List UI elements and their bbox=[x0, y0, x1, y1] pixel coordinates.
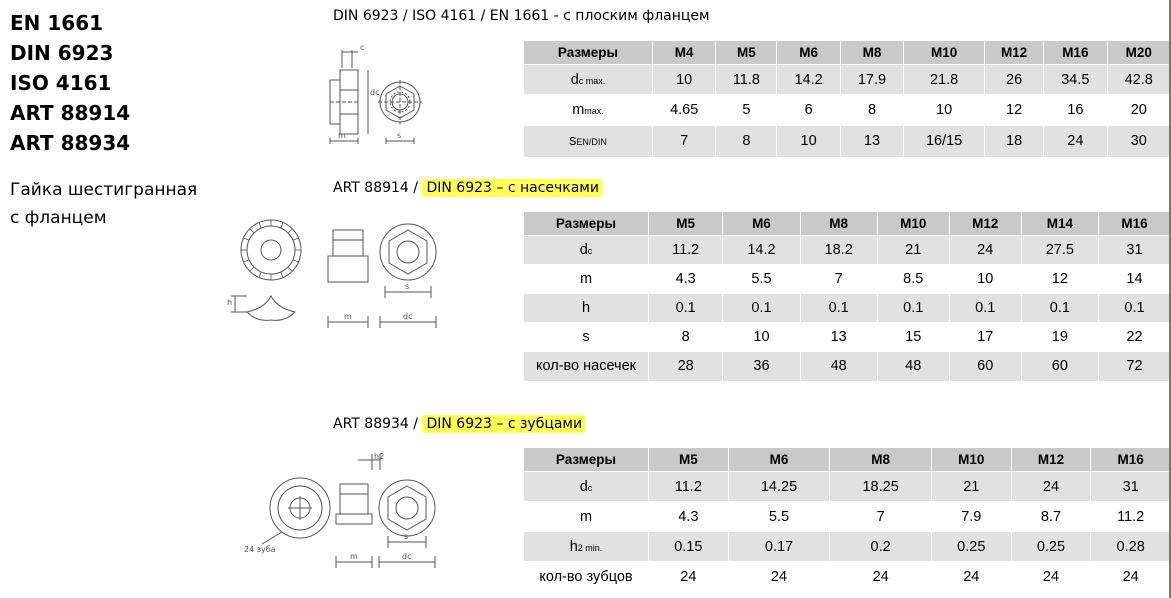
table-cell: 0.1 bbox=[723, 294, 800, 323]
standard-code: DIN 6923 bbox=[10, 41, 114, 65]
section-title-toothed bbox=[333, 416, 586, 432]
table-cell: 24 bbox=[649, 562, 729, 593]
table-cell: 5.5 bbox=[723, 265, 800, 294]
row-label: h2 min. bbox=[524, 532, 649, 562]
table-cell: 4.3 bbox=[649, 502, 729, 532]
table-cell: 8.5 bbox=[877, 265, 949, 294]
table-cell: 11.2 bbox=[649, 472, 729, 502]
table-header-cell: M5 bbox=[649, 212, 723, 236]
table-cell: 48 bbox=[800, 352, 877, 381]
table-cell: 0.1 bbox=[877, 294, 949, 323]
table-cell: 14 bbox=[1098, 265, 1170, 294]
row-label: mmax. bbox=[524, 95, 653, 126]
table-cell: 0.15 bbox=[649, 532, 729, 562]
table-cell: 10 bbox=[904, 95, 985, 126]
table-cell: 11.2 bbox=[649, 236, 723, 265]
table-cell: 24 bbox=[1011, 562, 1091, 593]
dim-label-h2: h2 bbox=[374, 452, 385, 461]
table-row bbox=[524, 95, 1171, 126]
table-cell: 5 bbox=[716, 95, 777, 126]
table-cell: 8 bbox=[716, 126, 777, 157]
table-cell: 7 bbox=[830, 502, 932, 532]
table-cell: 0.1 bbox=[649, 294, 723, 323]
table-cell: 36 bbox=[723, 352, 800, 381]
row-label: m bbox=[524, 502, 649, 532]
dim-label-teeth: 24 зуба bbox=[244, 545, 276, 554]
table-header-cell: M12 bbox=[949, 212, 1021, 236]
drawing-serrated-nut bbox=[225, 212, 440, 337]
table-cell: 24 bbox=[949, 236, 1021, 265]
drawing-flat-flange-nut bbox=[318, 40, 428, 150]
row-label: dc max. bbox=[524, 65, 653, 95]
table-cell: 16/15 bbox=[904, 126, 985, 157]
table-header-cell: M16 bbox=[1091, 448, 1171, 472]
spec-table-flat-flange bbox=[524, 40, 1171, 157]
table-cell: 13 bbox=[800, 323, 877, 352]
dim-label-dc: dc bbox=[370, 88, 380, 97]
spec-table-serrated bbox=[524, 211, 1171, 381]
table-header-cell: M5 bbox=[716, 41, 777, 65]
drawing-toothed-nut bbox=[240, 450, 440, 575]
section-title-serrated bbox=[333, 180, 603, 196]
table-row bbox=[524, 352, 1171, 381]
table-cell: 19 bbox=[1021, 323, 1098, 352]
description-line: с фланцем bbox=[10, 208, 107, 228]
table-cell: 10 bbox=[777, 126, 840, 157]
table-header-cell: M4 bbox=[653, 41, 716, 65]
row-label: h bbox=[524, 294, 649, 323]
dim-label-dc: dc bbox=[402, 552, 412, 561]
table-cell: 7 bbox=[653, 126, 716, 157]
section-title-highlight: DIN 6923 – с зубцами bbox=[422, 415, 586, 433]
row-label: кол-во зубцов bbox=[524, 562, 649, 593]
table-header-cell: M14 bbox=[1021, 212, 1098, 236]
table-cell: 24 bbox=[1011, 472, 1091, 502]
table-cell: 20 bbox=[1107, 95, 1170, 126]
table-cell: 7 bbox=[800, 265, 877, 294]
table-row bbox=[524, 323, 1171, 352]
row-label: dc bbox=[524, 236, 649, 265]
dim-label-c: c bbox=[360, 43, 365, 52]
table-cell: 11.2 bbox=[1091, 502, 1171, 532]
table-header-cell: M10 bbox=[931, 448, 1011, 472]
table-cell: 18.2 bbox=[800, 236, 877, 265]
table-row bbox=[524, 562, 1171, 593]
row-label: кол-во насечек bbox=[524, 352, 649, 381]
dim-label-s: s bbox=[404, 532, 409, 541]
dim-label-dc: dc bbox=[403, 312, 413, 321]
table-cell: 0.1 bbox=[1021, 294, 1098, 323]
table-header-cell: Размеры bbox=[524, 448, 649, 472]
table-cell: 14.2 bbox=[777, 65, 840, 95]
table-cell: 31 bbox=[1091, 472, 1171, 502]
table-cell: 0.1 bbox=[800, 294, 877, 323]
table-header-cell: M8 bbox=[800, 212, 877, 236]
table-cell: 14.2 bbox=[723, 236, 800, 265]
table-cell: 60 bbox=[1021, 352, 1098, 381]
table-cell: 42.8 bbox=[1107, 65, 1170, 95]
table-row bbox=[524, 126, 1171, 157]
table-row bbox=[524, 65, 1171, 95]
standard-code: ART 88914 bbox=[10, 101, 131, 125]
table-cell: 24 bbox=[1044, 126, 1107, 157]
table-cell: 0.17 bbox=[728, 532, 830, 562]
table-cell: 8.7 bbox=[1011, 502, 1091, 532]
table-cell: 22 bbox=[1098, 323, 1170, 352]
table-cell: 26 bbox=[985, 65, 1044, 95]
spec-table-toothed bbox=[524, 447, 1171, 593]
row-label: sEN/DIN bbox=[524, 126, 653, 157]
table-cell: 6 bbox=[777, 95, 840, 126]
table-header-cell: M6 bbox=[723, 212, 800, 236]
table-cell: 0.1 bbox=[949, 294, 1021, 323]
table-header-cell: M12 bbox=[1011, 448, 1091, 472]
section-title-prefix: ART 88914 / bbox=[333, 180, 418, 196]
table-cell: 8 bbox=[840, 95, 903, 126]
table-cell: 0.1 bbox=[1098, 294, 1170, 323]
table-header-row bbox=[524, 212, 1171, 236]
standard-code: EN 1661 bbox=[10, 11, 104, 35]
table-cell: 10 bbox=[949, 265, 1021, 294]
table-header-row bbox=[524, 41, 1171, 65]
table-header-cell: M6 bbox=[728, 448, 830, 472]
table-cell: 24 bbox=[931, 562, 1011, 593]
table-cell: 21.8 bbox=[904, 65, 985, 95]
row-label: s bbox=[524, 323, 649, 352]
table-cell: 12 bbox=[985, 95, 1044, 126]
table-header-cell: M10 bbox=[904, 41, 985, 65]
table-cell: 30 bbox=[1107, 126, 1170, 157]
table-header-cell: M10 bbox=[877, 212, 949, 236]
table-cell: 28 bbox=[649, 352, 723, 381]
table-cell: 14.25 bbox=[728, 472, 830, 502]
standards-list bbox=[10, 8, 130, 158]
table-cell: 18 bbox=[985, 126, 1044, 157]
section-title-prefix: ART 88934 / bbox=[333, 416, 418, 432]
table-row bbox=[524, 532, 1171, 562]
table-row bbox=[524, 294, 1171, 323]
table-cell: 8 bbox=[649, 323, 723, 352]
table-cell: 0.2 bbox=[830, 532, 932, 562]
table-row bbox=[524, 265, 1171, 294]
table-cell: 17 bbox=[949, 323, 1021, 352]
table-cell: 27.5 bbox=[1021, 236, 1098, 265]
table-cell: 34.5 bbox=[1044, 65, 1107, 95]
table-header-cell: M5 bbox=[649, 448, 729, 472]
table-cell: 4.3 bbox=[649, 265, 723, 294]
dim-label-m: m bbox=[344, 312, 352, 321]
table-header-cell: M16 bbox=[1044, 41, 1107, 65]
row-label: dc bbox=[524, 472, 649, 502]
table-header-cell: M8 bbox=[830, 448, 932, 472]
table-cell: 0.25 bbox=[1011, 532, 1091, 562]
table-cell: 21 bbox=[931, 472, 1011, 502]
table-cell: 72 bbox=[1098, 352, 1170, 381]
table-cell: 21 bbox=[877, 236, 949, 265]
table-cell: 15 bbox=[877, 323, 949, 352]
table-cell: 24 bbox=[1091, 562, 1171, 593]
standard-code: ART 88934 bbox=[10, 131, 131, 155]
table-cell: 7.9 bbox=[931, 502, 1011, 532]
table-cell: 10 bbox=[723, 323, 800, 352]
table-header-cell: M8 bbox=[840, 41, 903, 65]
table-cell: 24 bbox=[830, 562, 932, 593]
product-description bbox=[10, 176, 197, 232]
table-cell: 5.5 bbox=[728, 502, 830, 532]
section-title-highlight: DIN 6923 – с насечками bbox=[422, 179, 603, 197]
table-cell: 11.8 bbox=[716, 65, 777, 95]
table-cell: 4.65 bbox=[653, 95, 716, 126]
table-cell: 17.9 bbox=[840, 65, 903, 95]
table-cell: 48 bbox=[877, 352, 949, 381]
table-header-cell: M12 bbox=[985, 41, 1044, 65]
table-header-row bbox=[524, 448, 1171, 472]
table-cell: 0.28 bbox=[1091, 532, 1171, 562]
table-cell: 12 bbox=[1021, 265, 1098, 294]
table-cell: 13 bbox=[840, 126, 903, 157]
table-header-cell: Размеры bbox=[524, 41, 653, 65]
standard-code: ISO 4161 bbox=[10, 71, 112, 95]
table-header-cell: M20 bbox=[1107, 41, 1170, 65]
dim-label-m: m bbox=[338, 131, 346, 140]
dim-label-s: s bbox=[397, 131, 402, 140]
table-cell: 60 bbox=[949, 352, 1021, 381]
table-cell: 31 bbox=[1098, 236, 1170, 265]
table-cell: 18.25 bbox=[830, 472, 932, 502]
dim-label-s: s bbox=[405, 282, 410, 291]
table-cell: 24 bbox=[728, 562, 830, 593]
table-row bbox=[524, 472, 1171, 502]
table-cell: 10 bbox=[653, 65, 716, 95]
table-header-cell: M16 bbox=[1098, 212, 1170, 236]
table-row bbox=[524, 502, 1171, 532]
table-row bbox=[524, 236, 1171, 265]
dim-label-m: m bbox=[350, 552, 358, 561]
table-cell: 0.25 bbox=[931, 532, 1011, 562]
section-title-flat-flange: DIN 6923 / ISO 4161 / EN 1661 - с плоским фланцем bbox=[333, 8, 710, 24]
row-label: m bbox=[524, 265, 649, 294]
table-cell: 16 bbox=[1044, 95, 1107, 126]
table-header-cell: M6 bbox=[777, 41, 840, 65]
table-header-cell: Размеры bbox=[524, 212, 649, 236]
description-line: Гайка шестигранная bbox=[10, 180, 198, 200]
dim-label-h: h bbox=[227, 298, 233, 307]
